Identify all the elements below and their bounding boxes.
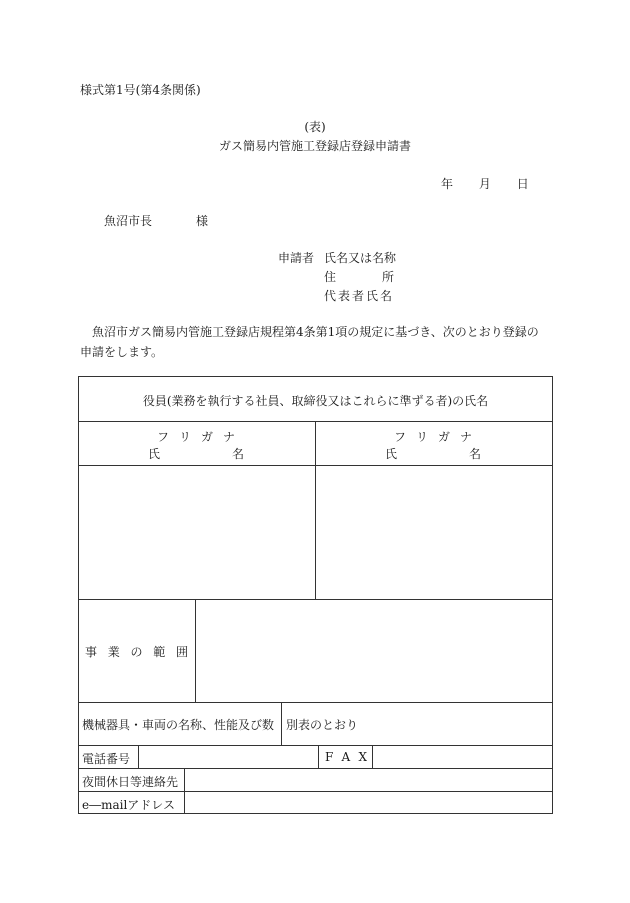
address-char: 住 [324, 270, 337, 284]
equipment-label: 機械器具・車両の名称、性能及び数 [82, 718, 275, 732]
equipment-value: 別表のとおり [286, 718, 359, 732]
applicant-label: 申請者 [278, 251, 315, 265]
night-contact-label: 夜間休日等連絡先 [82, 775, 179, 789]
intro-text: 魚沼市ガス簡易内管施工登録店規程第4条第1項の規定に基づき、次のとおり登録の申請をします。 [80, 325, 539, 359]
side-label: (表) [304, 120, 326, 134]
officers-header: 役員(業務を執行する社員、取締役又はこれらに準ずる者)の氏名 [142, 394, 489, 408]
applicant-representative-label: 代表者氏名 [324, 289, 395, 303]
applicant-name-label: 氏名又は名称 [324, 251, 397, 265]
name-header-right: 氏 名 [385, 447, 481, 461]
document-title: ガス簡易内管施工登録店登録申請書 [218, 139, 411, 153]
furigana-header-left: フ リ ガ ナ [157, 430, 235, 444]
phone-label: 電話番号 [82, 752, 131, 766]
applicant-address-label [324, 268, 394, 285]
date-line [441, 175, 529, 192]
address-char: 所 [381, 270, 394, 284]
month-label: 月 [478, 177, 491, 191]
business-scope-label: 事 業 の 範 囲 [85, 645, 188, 659]
year-label: 年 [441, 177, 454, 191]
addressee-name: 魚沼市長 [104, 214, 153, 228]
furigana-header-right: フ リ ガ ナ [394, 430, 472, 444]
form-number: 様式第1号(第4条関係) [80, 83, 201, 97]
day-label: 日 [516, 177, 529, 191]
addressee-honorific: 様 [196, 214, 209, 228]
name-header-left: 氏 名 [148, 447, 244, 461]
email-label: e―mailアドレス [82, 798, 175, 812]
fax-label: F A X [325, 750, 367, 764]
